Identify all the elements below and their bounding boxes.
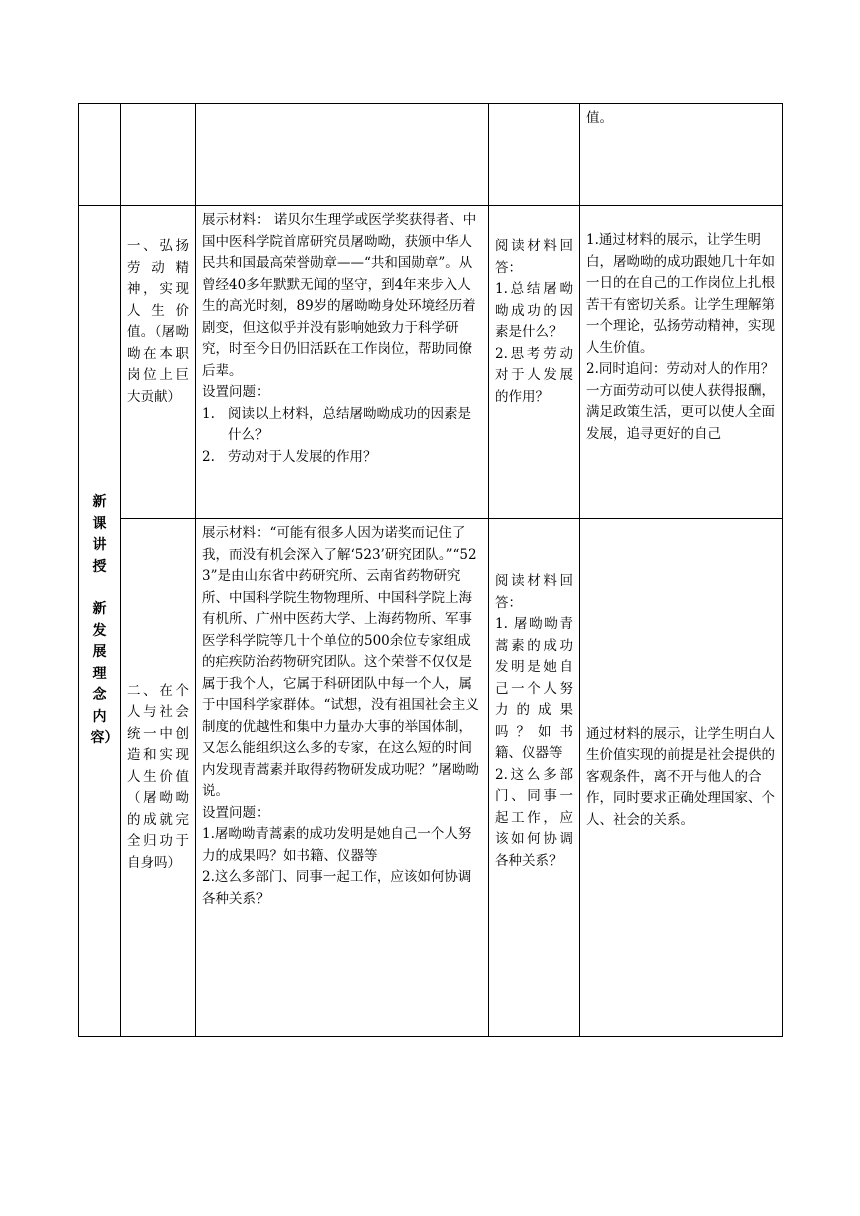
question-number: 2.	[202, 448, 215, 465]
material-text-1: 展示材料： 诺贝尔生理学或医学奖获得者、中国中医科学院首席研究员屠呦呦，获颁中华人民共和国最高荣誉勋章——“共和国勋章”。从曾经40多年默默无闻的坚守，到4年来步入人生的高光时刻，89岁的屠呦呦身处环境经历着剧变，但这似乎并没有影响她致力于科学研究，时至今日仍旧活跃在工作岗位，帮助同僚后辈。	[202, 212, 477, 379]
stage-cell	[79, 206, 121, 1037]
topic-cell-1	[121, 206, 196, 519]
topic-text-1: 一、弘扬劳动精神，实现人生价值。（屠呦呦在本职岗位上巨大贡献）	[127, 238, 189, 405]
intent-item: 2.同时追问：劳动对人的作用？一方面劳动可以使人获得报酬，满足政策生活，更可以使人全面发展，追寻更好的自己	[586, 361, 775, 442]
continuation-row	[79, 104, 783, 206]
student-item: 1. 屠呦呦青蒿素的成功发明是她自己一个人努力的成果吗？如书籍、仪器等	[495, 616, 573, 761]
question-item	[202, 404, 482, 447]
intent-text-2: 通过材料的展示，让学生明白人生价值实现的前提是社会提供的客观条件，离不开与他人的合作，同时要求正确处理国家、个人、社会的关系。	[586, 725, 775, 828]
material-cell-2	[196, 519, 489, 1037]
questions-label-1: 设置问题：	[202, 384, 270, 400]
student-item: 2.这么多部门、同事一起工作，应该如何协调各种关系？	[495, 766, 573, 869]
topic-cell-empty	[121, 104, 196, 206]
student-cell-1	[489, 206, 580, 519]
question-text: 1.屠呦呦青蒿素的成功发明是她自己一个人努力的成果吗？如书籍、仪器等	[202, 826, 472, 864]
material-text-2: 展示材料：“可能有很多人因为诺奖而记住了我，而没有机会深入了解‘523’研究团队。”“523”是由山东省中药研究所、云南省药物研究所、中国科学院生物物理所、中国科学院上海有机所、广州中医药大学、上海药物所、军事医学科学院等几十个单位的500余位专家组成的疟疾防治药物研究团队。这个荣誉不仅仅是属于我个人，它属于科研团队中每一个人，属于中国科学家群体。“试想，没有祖国社会主义制度的优越性和集中力量办大事的举国体制，又怎么能组织这么多的专家，在这么短的时间内发现青蒿素并取得药物研发成功呢？”屠呦呦说。	[202, 525, 479, 799]
question-item	[202, 447, 482, 469]
intent-continued-text: 值。	[586, 110, 613, 126]
student-cell-2	[489, 519, 580, 1037]
section-row-2	[79, 519, 783, 1037]
questions-label-2: 设置问题：	[202, 804, 270, 821]
material-cell-empty	[196, 104, 489, 206]
stage-cell-empty	[79, 104, 121, 206]
stage-label-2: 新发展理念内容）	[90, 601, 119, 747]
question-text: 2.这么多部门、同事一起工作，应该如何协调各种关系？	[202, 869, 472, 907]
stage-label-1: 新课讲授	[92, 494, 107, 575]
student-item: 1.总结屠呦呦成功的因素是什么？	[495, 281, 573, 340]
question-text: 劳动对于人发展的作用？	[228, 448, 377, 465]
intent-cell-1	[580, 206, 783, 519]
material-cell-1	[196, 206, 489, 519]
section-row-1	[79, 206, 783, 519]
question-text: 阅读以上材料，总结屠呦呦成功的因素是什么？	[228, 405, 471, 443]
intent-item: 1.通过材料的展示，让学生明白，屠呦呦的成功跟她几十年如一日的在自己的工作岗位上扎根苦干有密切关系。让学生理解第一个理论，弘扬劳动精神，实现人生价值。	[586, 232, 775, 356]
topic-cell-2	[121, 519, 196, 1037]
intent-cell-continued	[580, 104, 783, 206]
student-item: 2.思考劳动对于人发展的作用？	[495, 345, 573, 405]
student-label-2: 阅读材料回答：	[495, 573, 573, 611]
student-cell-empty	[489, 104, 580, 206]
student-label-1: 阅读材料回答：	[495, 238, 573, 276]
lesson-plan-table	[78, 103, 783, 1037]
intent-cell-2	[580, 519, 783, 1037]
topic-text-2: 二、在个人与社会统一中创造和实现人生价值（屠呦呦的成就完全归功于自身吗）	[127, 682, 189, 871]
question-number: 1.	[202, 405, 215, 422]
